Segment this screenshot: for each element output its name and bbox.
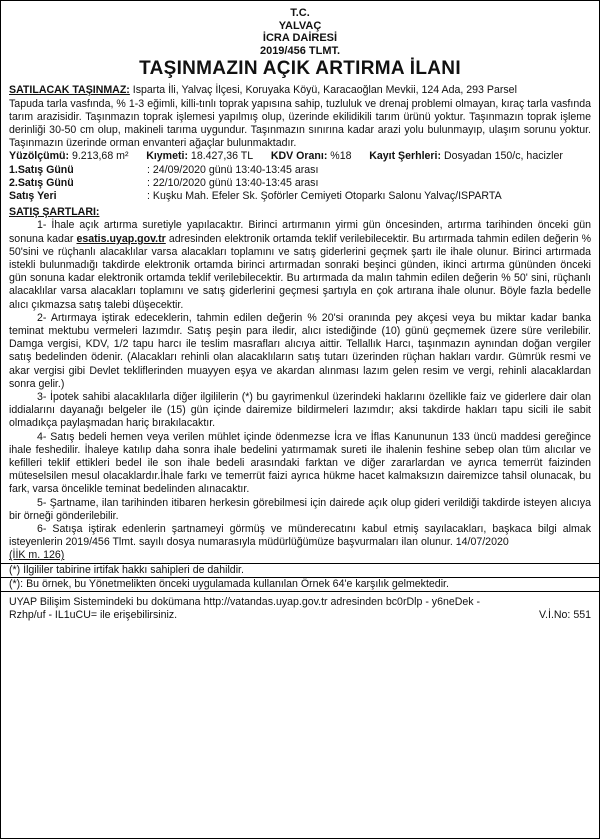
records-label: Kayıt Şerhleri:	[369, 150, 442, 163]
property-label: SATILACAK TAŞINMAZ:	[9, 84, 130, 97]
divider	[1, 591, 599, 592]
second-sale-row	[9, 177, 591, 190]
sale-place-row	[9, 190, 591, 203]
header-country: T.C.	[290, 7, 310, 19]
sale-place-value: : Kuşku Mah. Efeler Sk. Şoförler Cemiyeti Otoparkı Salonu Yalvaç/ISPARTA	[147, 190, 502, 202]
first-sale-row	[9, 164, 591, 177]
law-reference-text: (İİK m. 126)	[9, 549, 65, 562]
property-facts	[9, 150, 591, 163]
footer-vino: V.İ.No: 551	[538, 609, 591, 622]
page-title: TAŞINMAZIN AÇIK ARTIRMA İLANI	[139, 58, 461, 80]
area-value: 9.213,68 m²	[69, 150, 129, 163]
note-2: (*): Bu örnek, bu Yönetmelikten önceki uygulamada kullanılan Örnek 64'e karşılık gelmektedir.	[9, 577, 449, 590]
condition-4: 4- Satış bedeli hemen veya verilen mühlet içinde ödenmezse İcra ve İflas Kanununun 133 üncü maddesi gereğince ihale feshedilir. İhaleye katılıp daha sonra ihale bedelini yatırmamak sureti ile ihalenin feshine sebep olan tüm alıcılar ve kefilleri teklif ettikleri bedel ile son ihale bedeli arasındaki farktan ve diğer zararlardan ve ayrıca temerrüt faizinden müteselsilen mesul olacaklardır.İhale farkı ve temerrüt faizi ayrıca hükme hacet kalmaksızın dairemizce tahsil olunacak, bu fark, varsa öncelikle teminat bedelinden alınacaktır.	[9, 430, 591, 496]
footer-code: Rzhp/uf - IL1uCU= ile erişebilirsiniz.	[9, 609, 178, 622]
second-sale-value: : 22/10/2020 günü 13:40-13:45 arası	[147, 176, 319, 189]
property-description: Tapuda tarla vasfında, % 1-3 eğimli, killi-tınlı toprak yapısına sahip, tuzluluk ve drenaj problemi olmayan, kıraç tarla vasfında tarım arazisidir. Taşınmazın toprak işlemesi yapılmış olup, üzerinde ekilidikili tarım ürünü yoktur. Taşınmazın toprak işleme derinliği 30-50 cm olup, makineli tarıma uygundur. Taşınmazın sınırına kadar arazi yolu bulunmayıp, ulaşım sorunu yoktur. Taşınmazın üzerinde orman envanteri ağaçlar bulunmaktadır.	[9, 97, 591, 150]
first-sale-value: : 24/09/2020 günü 13:40-13:45 arası	[147, 163, 319, 176]
first-sale-label: 1.Satış Günü	[9, 163, 74, 176]
value-label: Kıymeti:	[146, 150, 188, 163]
footer-line-2	[9, 609, 591, 622]
property-location-text: Isparta İli, Yalvaç İlçesi, Koruyaka Köyü, Karacaoğlan Mevkii, 124 Ada, 293 Parsel	[129, 84, 517, 97]
law-reference	[9, 549, 591, 562]
area-label: Yüzölçümü:	[9, 150, 70, 163]
esatis-link[interactable]: esatis.uyap.gov.tr	[76, 232, 166, 245]
value-value: 18.427,36 TL	[187, 150, 254, 163]
conditions-heading: SATIŞ ŞARTLARI:	[9, 206, 100, 219]
note-1: (*) İlgililer tabirine irtifak hakkı sahipleri de dahildir.	[9, 563, 244, 576]
header-block	[9, 7, 591, 57]
sale-place-label: Satış Yeri	[9, 190, 57, 202]
kdv-label: KDV Oranı:	[270, 150, 328, 163]
condition-3: 3- İpotek sahibi alacaklılarla diğer ilgililerin (*) bu gayrimenkul üzerindeki haklarını özellikle faiz ve giderlere dair olan iddialarını dayanağı belgeler ile (15) gün içinde dairemize bildirmeleri lazımdır; aksi takdirde hakları tapu sicili ile sabit olmadıkça paylaşmadan hariç bırakılacaktır.	[9, 391, 591, 430]
footer-line-1: UYAP Bilişim Sistemindeki bu dokümana http://vatandas.uyap.gov.tr adresinden bc0rDlp - y6neDek -	[9, 596, 481, 609]
condition-1-text-a: 1- İhale açık artırma suretiyle yapılacaktır. Birinci artırmanın yirmi gün öncesinden, artırma tarihinden önceki gün sonuna kadar	[9, 219, 591, 245]
header-office: İCRA DAİRESİ	[262, 32, 338, 45]
footer	[9, 596, 591, 622]
second-sale-label: 2.Satış Günü	[9, 176, 74, 189]
header-district: YALVAÇ	[278, 19, 322, 32]
records-value: Dosyadan 150/c, hacizler	[441, 150, 563, 163]
condition-5: 5- Şartname, ilan tarihinden itibaren herkesin görebilmesi için dairede açık olup gideri verildiği takdirde isteyen alıcıya bir örneği gönderilebilir.	[9, 496, 591, 522]
kdv-value: %18	[327, 150, 352, 163]
condition-6: 6- Satışa iştirak edenlerin şartnameyi görmüş ve münderecatını kabul etmiş sayılacakları, başkaca bilgi almak isteyenlerin 2019/456 Tlmt. sayılı dosya numarasıyla müdürlüğümüze başvurmaları ilan olunur. 14/07/2020	[9, 523, 591, 549]
condition-1	[9, 219, 591, 311]
property-location	[9, 84, 591, 97]
condition-1-text-b: adresinden elektronik ortamda teklif verilebilecektir. Bu artırmada tahmin edilen değerin % 50'sini ve rüçhanlı alacaklılar varsa alacakları toplamını ve satış giderlerini geçmek şartı ile ihale olunur. Birinci artırmada istekli bulunmadığı takdirde elektronik ortamda birinci artırmadan sonraki beşinci günden, ikinci artırma gününden önceki gün sonuna kadar elektronik ortamda teklif verilebilecektir. Bu artırmada da malın tahmin edilen değerin % 50' sini, rüçhanlı alacaklılar varsa alacakları toplamını ve satış giderlerini geçmesi şartıyla en çok artırana ihale olunur. Böyle fazla bedelle alıcı çıkmazsa satış talebi düşecektir.	[9, 232, 591, 311]
header-file-number: 2019/456 TLMT.	[259, 44, 341, 57]
condition-2: 2- Artırmaya iştirak edeceklerin, tahmin edilen değerin % 20'si oranında pey akçesi veya bu miktar kadar banka teminat mektubu vermeleri lazımdır. Satış peşin para iledir, alıcı istediğinde (10) günü geçmemek üzere süre verilebilir. Damga vergisi, KDV, 1/2 tapu harcı ile teslim masrafları alıcıya aittir. Tellallık Harcı, taşınmazın aynından doğan vergiler satış bedelinden ödenir. (Alacakları rehinli olan alacaklıların satış tutarı üzerinden rüçhan hakları vardır. Gümrük resmi ve akar vergisi gibi Devlet tekliflerinden muayyen eşya ve akardan alınması lazım gelen resim ve vergi, rehinli alacaklardan sonra gelir.)	[9, 311, 591, 390]
